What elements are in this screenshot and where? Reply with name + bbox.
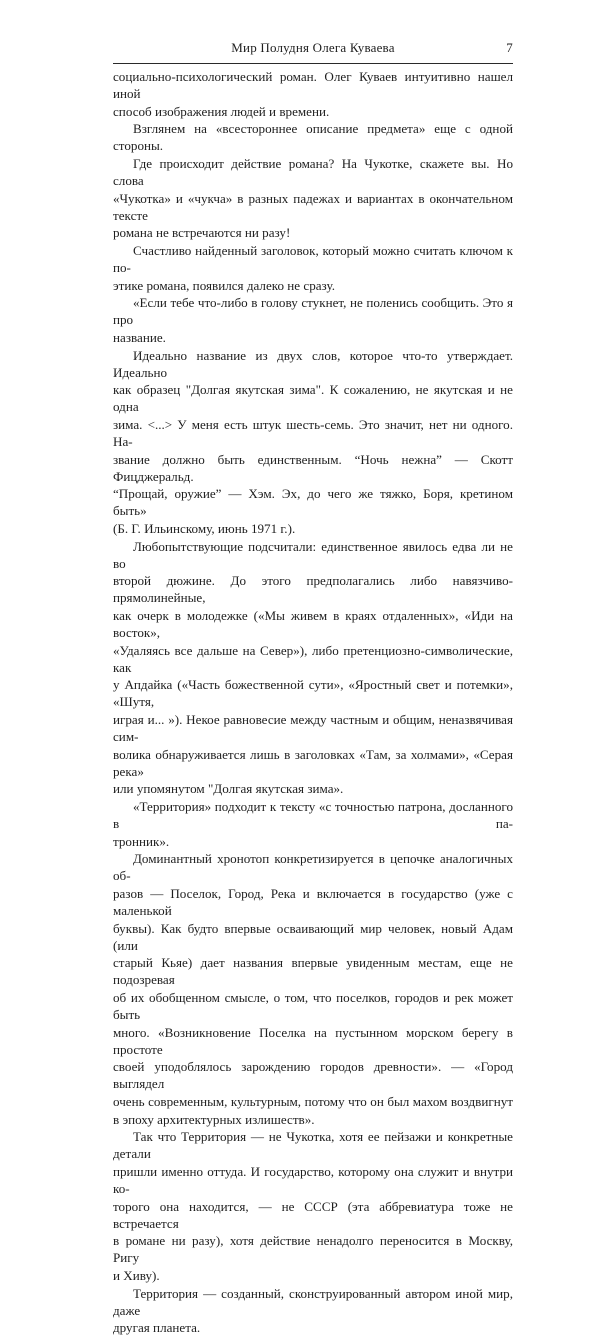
body-line: Взглянем на «всестороннее описание предмета» еще с одной стороны. (113, 121, 513, 154)
body-line: название. (113, 329, 166, 345)
body-line: «Территория» подходит к тексту «с точностью патрона, досланного в па- (113, 798, 513, 832)
body-line: в романе ни разу), хотя действие ненадолго переносится в Москву, Ригу (113, 1233, 513, 1266)
body-line: Любопытствующие подсчитали: единственное явилось едва ли не во (113, 538, 513, 571)
body-line: как очерк в молодежке («Мы живем в краях отдаленных», «Иди на восток», (113, 607, 513, 640)
body-line: играя и... »). Некое равновесие между частным и общим, неназвячивая сим- (113, 711, 513, 745)
body-line: другая планета. (113, 1320, 201, 1336)
body-line: Территория — созданный, сконструированный автором иной мир, даже (113, 1285, 513, 1318)
body-line: способ изображения людей и времени. (113, 103, 330, 119)
body-line: своей уподоблялось зарождению городов древности». — «Город выглядел (113, 1059, 513, 1092)
body-line: много. «Возникновение Поселка на пустынном морском берегу в простоте (113, 1024, 513, 1057)
body-line: Так что Территория — не Чукотка, хотя ее пейзажи и конкретные детали (113, 1129, 513, 1162)
body-line: «Удаляясь все дальше на Север»), либо претенциозно-символические, как (113, 642, 513, 675)
body-line: звание должно быть единственным. “Ночь нежна” — Скотт Фицджеральд. (113, 451, 513, 484)
body-line: «Чукотка» и «чукча» в разных падежах и вариантах в окончательном тексте (113, 190, 513, 223)
body-line: и Хиву). (113, 1267, 160, 1283)
body-line: Доминантный хронотоп конкретизируется в цепочке аналогичных об- (113, 851, 513, 884)
body-line: пришли именно оттуда. И государство, которому она служит и внутри ко- (113, 1163, 513, 1196)
body-line: торого она находится, — не СССР (эта аббревиатура тоже не встречается (113, 1198, 513, 1231)
page-body (113, 68, 513, 1336)
body-line: этике романа, появился далеко не сразу. (113, 277, 335, 293)
body-line: Где происходит действие романа? На Чукотке, скажете вы. Но слова (113, 155, 513, 189)
body-line: романа не встречаются ни разу! (113, 225, 291, 241)
body-line: старый Кьяе) дает названия впервые увиденным местам, еще не подозревая (113, 955, 513, 988)
body-line: “Прощай, оружие” — Хэм. Эх, до чего же тяжко, Боря, кретином быть» (113, 486, 513, 519)
body-line: тронник». (113, 833, 170, 849)
body-line: как образец "Долгая якутская зима". К сожалению, не якутская и не одна (113, 382, 513, 415)
body-line: буквы). Как будто впервые осваивающий мир человек, новый Адам (или (113, 920, 513, 953)
body-line: в эпоху архитектурных излишеств». (113, 1111, 315, 1127)
header-title: Мир Полудня Олега Куваева (231, 40, 395, 55)
page-number: 7 (506, 40, 513, 55)
body-line: у Апдайка («Часть божественной сути», «Яростный свет и потемки», «Шутя, (113, 677, 513, 710)
running-header (113, 40, 513, 60)
header-rule (113, 63, 513, 64)
body-line: очень современным, культурным, потому что он был махом воздвигнут (113, 1094, 513, 1110)
body-line: об их обобщенном смысле, о том, что поселков, городов и рек может быть (113, 989, 513, 1023)
body-line: «Если тебе что-либо в голову стукнет, не поленись сообщить. Это я про (113, 295, 513, 328)
body-line: разов — Поселок, Город, Река и включается в государство (уже с маленькой (113, 885, 513, 918)
body-line: Идеально название из двух слов, которое что-то утверждает. Идеально (113, 347, 513, 380)
body-line: или упомянутом "Долгая якутская зима». (113, 781, 344, 797)
body-line: социально-психологический роман. Олег Куваев интуитивно нашел иной (113, 69, 513, 102)
body-line: Счастливо найденный заголовок, который можно считать ключом к по- (113, 242, 513, 276)
body-line: второй дюжине. До этого предполагались либо навязчиво-прямолинейные, (113, 573, 513, 606)
body-line: (Б. Г. Ильинскому, июнь 1971 г.). (113, 520, 296, 536)
body-line: волика обнаруживается лишь в заголовках «Там, за холмами», «Серая река» (113, 746, 513, 779)
body-line: зима. <...> У меня есть штук шесть-семь. Это значит, нет ни одного. На- (113, 416, 513, 449)
